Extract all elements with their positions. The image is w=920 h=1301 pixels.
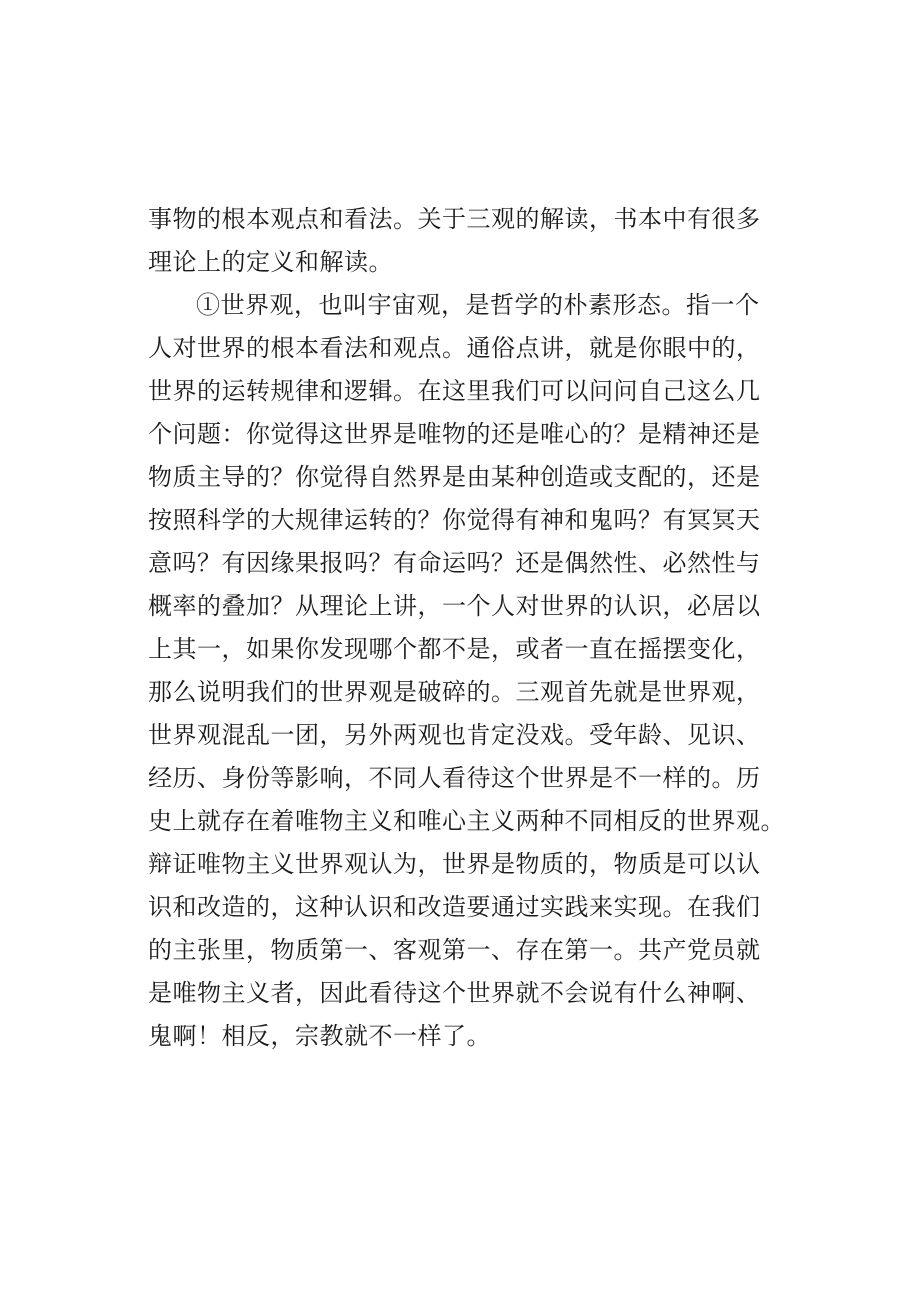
text-line: 按照科学的大规律运转的？你觉得有神和鬼吗？有冥冥天 bbox=[148, 506, 761, 534]
text-line: 上其一，如果你发现哪个都不是，或者一直在摇摆变化， bbox=[148, 635, 761, 663]
text-line: 辩证唯物主义世界观认为，世界是物质的，物质是可以认 bbox=[148, 850, 761, 878]
text-line: 鬼啊！相反，宗教就不一样了。 bbox=[148, 1022, 491, 1050]
text-line: 那么说明我们的世界观是破碎的。三观首先就是世界观， bbox=[148, 678, 761, 706]
text-line: 经历、身份等影响，不同人看待这个世界是不一样的。历 bbox=[148, 764, 761, 792]
paragraph-intro-continuation bbox=[148, 198, 778, 284]
text-line: 事物的根本观点和看法。关于三观的解读，书本中有很多 bbox=[148, 205, 761, 233]
text-line: 史上就存在着唯物主义和唯心主义两种不同相反的世界观。 bbox=[148, 807, 785, 835]
text-line: 的主张里，物质第一、客观第一、存在第一。共产党员就 bbox=[148, 936, 761, 964]
text-line: 世界的运转规律和逻辑。在这里我们可以问问自己这么几 bbox=[148, 377, 761, 405]
text-line: 是唯物主义者，因此看待这个世界就不会说有什么神啊、 bbox=[148, 979, 761, 1007]
text-line: 人对世界的根本看法和观点。通俗点讲，就是你眼中的， bbox=[148, 334, 761, 362]
text-line: 意吗？有因缘果报吗？有命运吗？还是偶然性、必然性与 bbox=[148, 549, 761, 577]
text-line: 概率的叠加？从理论上讲，一个人对世界的认识，必居以 bbox=[148, 592, 761, 620]
text-line: 理论上的定义和解读。 bbox=[148, 248, 393, 276]
body-text bbox=[148, 198, 785, 1058]
text-line: 世界观混乱一团，另外两观也肯定没戏。受年龄、见识、 bbox=[148, 721, 761, 749]
paragraph-worldview bbox=[148, 284, 785, 1058]
text-line: 物质主导的？你觉得自然界是由某种创造或支配的，还是 bbox=[148, 463, 761, 491]
text-line: ①世界观，也叫宇宙观，是哲学的朴素形态。指一个 bbox=[196, 291, 760, 319]
text-line: 识和改造的，这种认识和改造要通过实践来实现。在我们 bbox=[148, 893, 761, 921]
text-line: 个问题：你觉得这世界是唯物的还是唯心的？是精神还是 bbox=[148, 420, 761, 448]
